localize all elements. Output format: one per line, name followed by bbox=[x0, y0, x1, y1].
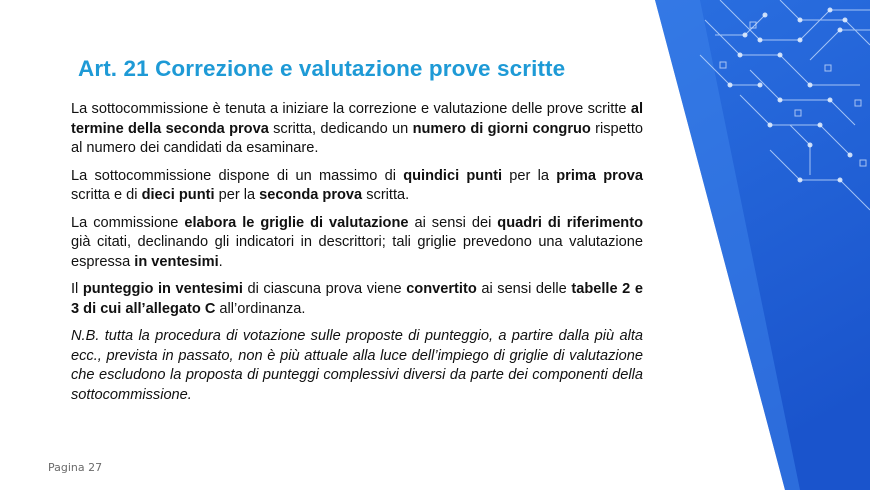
text-segment: . bbox=[218, 253, 223, 270]
text-segment: La sottocommissione dispone di un massimo di bbox=[71, 167, 404, 184]
text-segment: scritta. bbox=[362, 187, 410, 203]
text-segment: all’ordinanza. bbox=[215, 300, 306, 317]
bold-text: seconda prova bbox=[259, 187, 363, 203]
body-paragraph bbox=[71, 167, 643, 206]
text-segment: per la bbox=[214, 187, 260, 203]
text-segment: N.B. tutta la procedura di votazione sulle proposte di punteggio, a partire dalla più alta ecc., prevista in passato, non è più attuale alla luce dell’impiego di griglie di valutazione che escludono la proposta di punteggi complessivi diversi da parte dei componenti della sottocommissione. bbox=[71, 328, 643, 403]
text-segment: di ciascuna prova viene bbox=[242, 281, 407, 297]
slide-title: Art. 21 Correzione e valutazione prove scritte bbox=[78, 56, 566, 81]
page-number: Pagina 27 bbox=[48, 461, 103, 474]
bold-text: al termine della seconda prova bbox=[71, 101, 643, 137]
bold-text: numero di giorni congruo bbox=[412, 120, 591, 137]
body-paragraph bbox=[71, 100, 643, 159]
text-segment: scritta e di bbox=[71, 187, 142, 203]
body-paragraph bbox=[71, 214, 643, 273]
note-paragraph bbox=[71, 327, 643, 405]
bold-text: quadri di riferimento bbox=[497, 214, 643, 231]
text-segment: ai sensi delle bbox=[476, 281, 572, 297]
text-segment: rispetto al numero dei candidati da esaminare. bbox=[71, 120, 643, 156]
text-segment: ai sensi dei bbox=[408, 214, 498, 231]
bold-text: punteggio in ventesimi bbox=[82, 281, 243, 297]
bold-text: convertito bbox=[406, 281, 477, 297]
text-segment: La sottocommissione è tenuta a iniziare la correzione e valutazione delle prove scritte bbox=[71, 101, 631, 117]
text-segment: Il bbox=[71, 281, 83, 297]
bold-text: tabelle 2 e 3 di cui all’allegato C bbox=[71, 281, 644, 317]
body-paragraph bbox=[71, 280, 643, 319]
text-segment: scritta, dedicando un bbox=[268, 120, 413, 137]
text-segment: La commissione bbox=[71, 214, 185, 231]
text-segment: per la bbox=[502, 167, 557, 184]
bold-text: quindici punti bbox=[403, 167, 503, 184]
bold-text: in ventesimi bbox=[134, 253, 219, 270]
bold-text: elabora le griglie di valutazione bbox=[184, 214, 409, 231]
bold-text: prima prova bbox=[556, 167, 643, 184]
bold-text: dieci punti bbox=[141, 187, 215, 203]
text-segment: già citati, declinando gli indicatori in descrittori; tali griglie prevedono una valutazione espressa bbox=[71, 234, 643, 270]
slide-body bbox=[71, 100, 643, 413]
